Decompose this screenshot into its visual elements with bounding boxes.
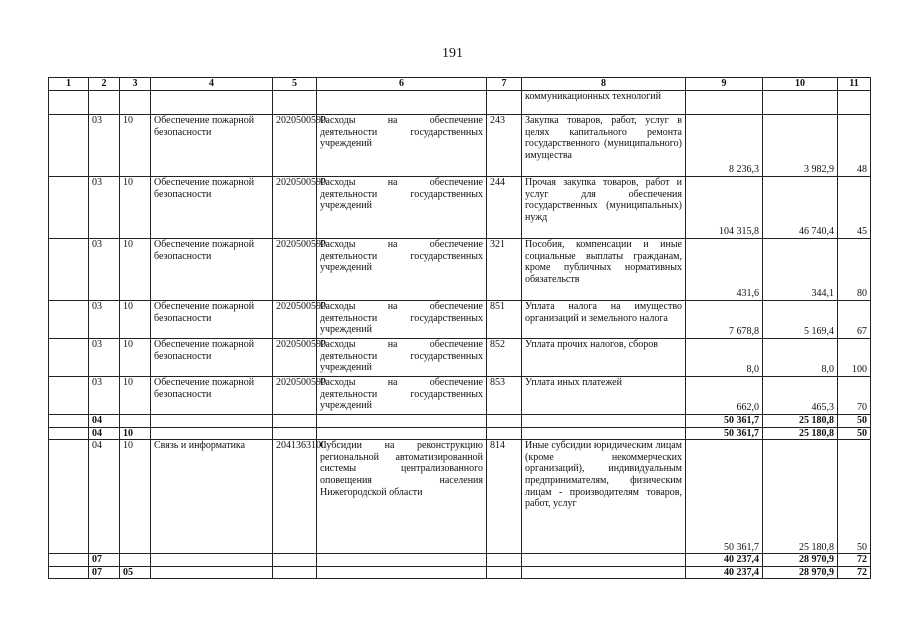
cell-c5 [273,415,317,428]
cell-c10: 25 180,8 [763,440,838,554]
cell-c2: 03 [89,239,120,301]
table-body [49,78,871,579]
cell-c3: 10 [120,440,151,554]
cell-c8 [522,554,686,567]
cell-c7: 814 [487,440,522,554]
header-cell: 4 [151,78,273,91]
cell-c5 [273,427,317,440]
cell-c11: 50 [838,427,871,440]
cell-c6 [317,427,487,440]
cell-c3: 10 [120,177,151,239]
cell-c11: 72 [838,566,871,579]
cell-c6 [317,415,487,428]
header-cell: 10 [763,78,838,91]
cell-c1 [49,239,89,301]
cell-c3: 05 [120,566,151,579]
cell-c2: 03 [89,115,120,177]
cell-c7: 321 [487,239,522,301]
cell-c4: Обеспечение пожарной безопасности [151,377,273,415]
cell-c8: коммуникационных технологий [522,91,686,115]
cell-c3: 10 [120,301,151,339]
cell-c9: 50 361,7 [686,440,763,554]
cell-c5 [273,566,317,579]
cell-c1 [49,115,89,177]
cell-c10: 25 180,8 [763,427,838,440]
cell-c9 [686,91,763,115]
cell-c9: 431,6 [686,239,763,301]
cell-c1 [49,339,89,377]
cell-c10: 465,3 [763,377,838,415]
cell-c9: 50 361,7 [686,427,763,440]
cell-c3 [120,415,151,428]
cell-c4: Связь и информатика [151,440,273,554]
cell-c2: 07 [89,554,120,567]
total-row [49,554,871,567]
cell-c1 [49,177,89,239]
cell-c6: Расходы на обеспечение деятельности государственных учреждений [317,239,487,301]
total-row [49,427,871,440]
cell-c9: 7 678,8 [686,301,763,339]
cell-c10: 46 740,4 [763,177,838,239]
cell-c6: Расходы на обеспечение деятельности государственных учреждений [317,377,487,415]
cell-c9: 40 237,4 [686,566,763,579]
cell-c11: 70 [838,377,871,415]
header-cell: 8 [522,78,686,91]
cell-c7 [487,566,522,579]
table-row [49,177,871,239]
cell-c9: 662,0 [686,377,763,415]
cell-c3 [120,91,151,115]
cell-c5 [273,91,317,115]
cell-c11: 72 [838,554,871,567]
cell-c10: 28 970,9 [763,566,838,579]
table-row [49,440,871,554]
cell-c2: 03 [89,377,120,415]
cell-c3: 10 [120,339,151,377]
cell-c11: 100 [838,339,871,377]
cell-c10 [763,91,838,115]
page-number: 191 [442,46,463,61]
cell-c5: 2020500590 [273,339,317,377]
cell-c4: Обеспечение пожарной безопасности [151,115,273,177]
cell-c2: 04 [89,427,120,440]
table-row [49,91,871,115]
cell-c3: 10 [120,377,151,415]
cell-c2: 03 [89,177,120,239]
cell-c8 [522,566,686,579]
cell-c6: Расходы на обеспечение деятельности государственных учреждений [317,115,487,177]
cell-c5: 2020500590 [273,377,317,415]
table-row [49,239,871,301]
cell-c9: 104 315,8 [686,177,763,239]
cell-c5: 2020500590 [273,239,317,301]
cell-c11: 50 [838,415,871,428]
cell-c10: 25 180,8 [763,415,838,428]
table-row [49,115,871,177]
table-row [49,339,871,377]
cell-c11: 45 [838,177,871,239]
cell-c7 [487,415,522,428]
cell-c7: 853 [487,377,522,415]
cell-c4: Обеспечение пожарной безопасности [151,339,273,377]
cell-c6 [317,91,487,115]
cell-c4 [151,566,273,579]
header-cell: 7 [487,78,522,91]
budget-table [48,77,871,579]
cell-c3: 10 [120,427,151,440]
cell-c3: 10 [120,115,151,177]
cell-c4 [151,91,273,115]
cell-c7: 852 [487,339,522,377]
cell-c4 [151,554,273,567]
cell-c10: 28 970,9 [763,554,838,567]
cell-c1 [49,377,89,415]
cell-c1 [49,440,89,554]
cell-c8: Закупка товаров, работ, услуг в целях капитального ремонта государственного (муниципального) имущества [522,115,686,177]
cell-c8: Иные субсидии юридическим лицам (кроме некоммерческих организаций), индивидуальным предпринимателям, физическим лицам - производителям товаров, работ, услуг [522,440,686,554]
table-row [49,301,871,339]
cell-c1 [49,301,89,339]
header-cell: 5 [273,78,317,91]
cell-c1 [49,554,89,567]
cell-c1 [49,91,89,115]
cell-c6: Расходы на обеспечение деятельности государственных учреждений [317,339,487,377]
header-cell: 2 [89,78,120,91]
cell-c5 [273,554,317,567]
cell-c10: 5 169,4 [763,301,838,339]
cell-c6 [317,566,487,579]
cell-c2: 03 [89,301,120,339]
table-row [49,377,871,415]
cell-c6: Расходы на обеспечение деятельности государственных учреждений [317,177,487,239]
cell-c5: 2041363100 [273,440,317,554]
cell-c2: 04 [89,415,120,428]
cell-c1 [49,566,89,579]
cell-c10: 344,1 [763,239,838,301]
cell-c10: 3 982,9 [763,115,838,177]
cell-c4: Обеспечение пожарной безопасности [151,239,273,301]
cell-c8 [522,427,686,440]
cell-c7 [487,554,522,567]
total-row [49,566,871,579]
cell-c7 [487,427,522,440]
cell-c6: Субсидии на реконструкцию региональной автоматизированной системы централизованного оповещения населения Нижегородской области [317,440,487,554]
cell-c9: 8,0 [686,339,763,377]
cell-c11: 48 [838,115,871,177]
cell-c5: 2020500590 [273,301,317,339]
cell-c4 [151,415,273,428]
cell-c8 [522,415,686,428]
cell-c6 [317,554,487,567]
cell-c7: 244 [487,177,522,239]
cell-c11: 80 [838,239,871,301]
total-row [49,415,871,428]
cell-c2 [89,91,120,115]
cell-c8: Уплата иных платежей [522,377,686,415]
cell-c11: 50 [838,440,871,554]
cell-c8: Уплата прочих налогов, сборов [522,339,686,377]
cell-c3: 10 [120,239,151,301]
cell-c10: 8,0 [763,339,838,377]
cell-c7: 243 [487,115,522,177]
cell-c3 [120,554,151,567]
cell-c9: 50 361,7 [686,415,763,428]
cell-c1 [49,415,89,428]
header-cell: 11 [838,78,871,91]
cell-c4: Обеспечение пожарной безопасности [151,301,273,339]
cell-c11: 67 [838,301,871,339]
header-cell: 3 [120,78,151,91]
cell-c1 [49,427,89,440]
cell-c8: Пособия, компенсации и иные социальные выплаты гражданам, кроме публичных нормативных обязательств [522,239,686,301]
cell-c2: 04 [89,440,120,554]
header-row [49,78,871,91]
cell-c7 [487,91,522,115]
cell-c2: 03 [89,339,120,377]
cell-c6: Расходы на обеспечение деятельности государственных учреждений [317,301,487,339]
header-cell: 1 [49,78,89,91]
cell-c5: 2020500590 [273,177,317,239]
header-cell: 9 [686,78,763,91]
cell-c5: 2020500590 [273,115,317,177]
cell-c9: 8 236,3 [686,115,763,177]
cell-c7: 851 [487,301,522,339]
cell-c8: Прочая закупка товаров, работ и услуг для обеспечения государственных (муниципальных) нужд [522,177,686,239]
cell-c4 [151,427,273,440]
header-cell: 6 [317,78,487,91]
cell-c4: Обеспечение пожарной безопасности [151,177,273,239]
cell-c9: 40 237,4 [686,554,763,567]
cell-c11 [838,91,871,115]
cell-c2: 07 [89,566,120,579]
cell-c8: Уплата налога на имущество организаций и земельного налога [522,301,686,339]
